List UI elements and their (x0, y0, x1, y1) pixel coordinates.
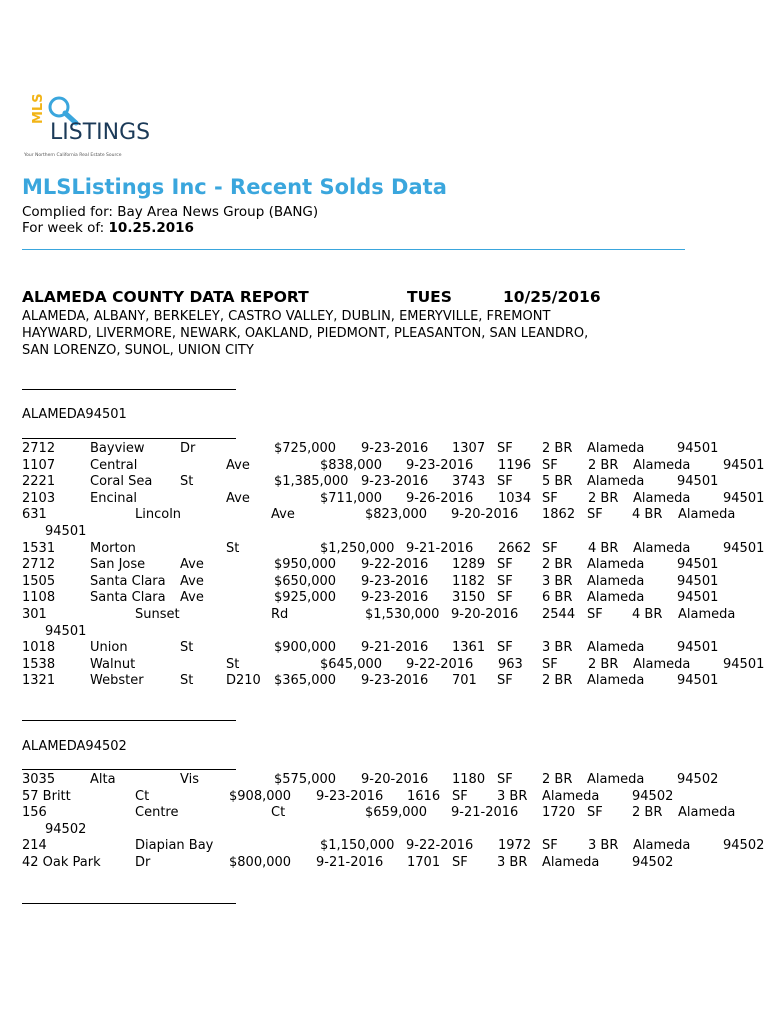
section-rule (22, 903, 236, 904)
cell-suffix: Vis (180, 772, 199, 787)
cell-sf: SF (497, 557, 513, 573)
cell-date: 9-23-2016 (361, 441, 429, 456)
cell-date: 9-23-2016 (361, 573, 429, 589)
cell-num: 301 (22, 606, 47, 622)
cell-num: 1531 (22, 540, 56, 556)
cell-suffix: St (226, 656, 240, 672)
cell-sf: SF (542, 656, 558, 672)
cell-num: 57 Britt (22, 788, 71, 804)
cell-sqft: 1701 (407, 854, 441, 870)
cell-date: 9-21-2016 (361, 640, 429, 656)
cell-sqft: 2544 (542, 606, 576, 622)
cell-br: 6 BR (542, 590, 573, 606)
city-line: SAN LORENZO, SUNOL, UNION CITY (22, 343, 254, 358)
cell-sf: SF (497, 441, 513, 456)
cell-city: Alameda (633, 457, 691, 473)
cell-br: 3 BR (497, 854, 528, 870)
table-row (22, 855, 768, 872)
cell-city: Alameda (587, 573, 645, 589)
cell-num: 42 Oak Park (22, 854, 101, 870)
cell-price: $725,000 (274, 441, 337, 456)
cell-br: 2 BR (632, 805, 663, 821)
section-rule (22, 389, 236, 390)
cell-city: Alameda (587, 474, 645, 490)
cell-num: 631 (22, 507, 47, 523)
cell-suffix: Dr (135, 854, 151, 870)
cell-sf: SF (452, 788, 468, 804)
cell-sqft: 3150 (452, 590, 486, 606)
cell-date: 9-21-2016 (451, 805, 519, 821)
report-title: ALAMEDA COUNTY DATA REPORT (22, 288, 309, 306)
cell-br: 4 BR (632, 507, 663, 523)
cell-zip: 94501 (677, 474, 719, 490)
cell-suffix: Ave (180, 590, 204, 606)
cell-zip: 94501 (677, 441, 719, 456)
cell-city: Alameda (542, 854, 600, 870)
cell-suffix: Ave (226, 457, 250, 473)
cell-date: 9-20-2016 (361, 772, 429, 787)
cell-street: Coral Sea (90, 474, 153, 490)
cell-street: Diapian Bay (135, 838, 214, 854)
cell-br: 2 BR (588, 490, 619, 506)
cell-sqft: 1972 (498, 838, 532, 854)
cell-zip: 94501 (677, 640, 719, 656)
cell-street: Lincoln (135, 507, 182, 523)
cell-city: Alameda (587, 640, 645, 656)
cell-sf: SF (542, 540, 558, 556)
table-row (22, 772, 768, 789)
cell-city: Alameda (587, 441, 645, 456)
cell-zip: 94501 (677, 557, 719, 573)
table-row (22, 507, 768, 540)
table-row (22, 838, 768, 855)
cell-street: Webster (90, 673, 144, 689)
cell-city: Alameda (587, 557, 645, 573)
cell-br: 3 BR (497, 788, 528, 804)
cell-city: Alameda (678, 507, 736, 523)
cell-suffix: Dr (180, 441, 196, 456)
cell-sqft: 2662 (498, 540, 532, 556)
cell-sf: SF (497, 772, 513, 787)
cell-sqft: 1862 (542, 507, 576, 523)
cell-sf: SF (542, 838, 558, 854)
cell-zip: 94501 (677, 590, 719, 606)
cell-date: 9-22-2016 (361, 557, 429, 573)
table-row (22, 491, 768, 508)
section-title: ALAMEDA94502 (22, 739, 127, 754)
cell-price: $1,385,000 (274, 474, 349, 490)
cell-price: $575,000 (274, 772, 337, 787)
cell-zip: 94502 (677, 772, 719, 787)
cell-street: Sunset (135, 606, 180, 622)
section-title: ALAMEDA94501 (22, 407, 127, 422)
cell-date: 9-23-2016 (361, 590, 429, 606)
table-row (22, 673, 768, 690)
cell-suffix: St (180, 673, 194, 689)
cell-br: 5 BR (542, 474, 573, 490)
cell-zip: 94502 (45, 821, 87, 837)
cell-zip: 94501 (677, 573, 719, 589)
cell-br: 2 BR (542, 441, 573, 456)
cell-city: Alameda (587, 772, 645, 787)
cell-num: 2103 (22, 490, 56, 506)
cell-sf: SF (587, 606, 603, 622)
cell-date: 9-23-2016 (361, 474, 429, 490)
week-value: 10.25.2016 (108, 220, 194, 236)
cell-sqft: 1196 (498, 457, 532, 473)
table-row (22, 557, 768, 574)
cell-city: Alameda (587, 590, 645, 606)
cell-num: 1107 (22, 457, 56, 473)
cell-br: 3 BR (588, 838, 619, 854)
report-date: 10/25/2016 (503, 288, 601, 306)
cell-br: 2 BR (588, 656, 619, 672)
cell-suffix: Ct (135, 788, 150, 804)
cell-sf: SF (497, 474, 513, 490)
cell-city: Alameda (633, 656, 691, 672)
cell-price: $711,000 (320, 490, 383, 506)
table-row (22, 474, 768, 491)
logo-listings-text: LISTINGS (50, 120, 151, 145)
cell-zip: 94502 (723, 838, 765, 854)
cell-date: 9-22-2016 (406, 838, 474, 854)
cell-suffix: Ave (180, 573, 204, 589)
cell-city: Alameda (542, 788, 600, 804)
cell-price: $823,000 (365, 507, 428, 523)
cell-sf: SF (497, 640, 513, 656)
cell-sf: SF (542, 457, 558, 473)
table-row (22, 574, 768, 591)
table-row (22, 590, 768, 607)
cell-br: 2 BR (542, 557, 573, 573)
table-row (22, 640, 768, 657)
cell-br: 2 BR (542, 772, 573, 787)
cell-city: Alameda (633, 540, 691, 556)
cell-date: 9-20-2016 (451, 606, 519, 622)
city-line: HAYWARD, LIVERMORE, NEWARK, OAKLAND, PIEDMONT, PLEASANTON, SAN LEANDRO, (22, 326, 589, 341)
cell-street: Santa Clara (90, 590, 166, 606)
cell-num: 2221 (22, 474, 56, 490)
table-row (22, 805, 768, 838)
cell-sf: SF (587, 805, 603, 821)
cell-sqft: 1720 (542, 805, 576, 821)
cell-street: Centre (135, 805, 179, 821)
cell-price: $800,000 (229, 854, 292, 870)
cell-num: 214 (22, 838, 47, 854)
header-divider (22, 249, 685, 250)
cell-sqft: 1034 (498, 490, 532, 506)
cell-street: Bayview (90, 441, 145, 456)
mls-listings-logo (22, 90, 152, 162)
cell-price: $950,000 (274, 557, 337, 573)
sales-list-94501 (22, 441, 768, 690)
sales-list-94502 (22, 772, 768, 872)
cell-zip: 94501 (723, 490, 765, 506)
page-title: MLSListings Inc - Recent Solds Data (22, 175, 447, 199)
cell-city: Alameda (633, 838, 691, 854)
cell-zip: 94501 (45, 623, 87, 639)
cell-num: 1018 (22, 640, 56, 656)
cell-city: Alameda (633, 490, 691, 506)
table-row (22, 657, 768, 674)
cell-sqft: 1616 (407, 788, 441, 804)
report-day: TUES (407, 288, 452, 306)
cell-date: 9-26-2016 (406, 490, 474, 506)
cell-sqft: 1307 (452, 441, 486, 456)
cell-date: 9-23-2016 (406, 457, 474, 473)
cell-suffix: Ct (271, 805, 286, 821)
cell-num: 3035 (22, 772, 56, 787)
cell-sqft: 3743 (452, 474, 486, 490)
cell-price: $650,000 (274, 573, 337, 589)
cell-suffix: Ave (180, 557, 204, 573)
week-label: For week of: (22, 220, 109, 236)
cell-city: Alameda (587, 673, 645, 689)
table-row (22, 789, 768, 806)
cell-num: 2712 (22, 441, 56, 456)
cell-sqft: 701 (452, 673, 477, 689)
cell-sf: SF (497, 673, 513, 689)
cell-price: $645,000 (320, 656, 383, 672)
table-row (22, 541, 768, 558)
cell-br: 3 BR (542, 640, 573, 656)
city-list (22, 308, 588, 359)
cell-price: $838,000 (320, 457, 383, 473)
table-row (22, 607, 768, 640)
cell-num: 2712 (22, 557, 56, 573)
cell-sqft: 1180 (452, 772, 486, 787)
cell-br: 2 BR (588, 457, 619, 473)
cell-price: $1,530,000 (365, 606, 440, 622)
cell-zip: 94501 (723, 656, 765, 672)
cell-num: 156 (22, 805, 47, 821)
cell-street: Santa Clara (90, 573, 166, 589)
cell-unit: D210 (226, 673, 261, 689)
logo-mls-text: MLS (31, 93, 46, 124)
cell-price: $925,000 (274, 590, 337, 606)
cell-street: San Jose (90, 557, 146, 573)
cell-city: Alameda (678, 805, 736, 821)
cell-date: 9-23-2016 (316, 788, 384, 804)
cell-zip: 94502 (632, 788, 674, 804)
cell-street: Union (90, 640, 128, 656)
cell-zip: 94501 (677, 673, 719, 689)
cell-suffix: Ave (226, 490, 250, 506)
cell-num: 1538 (22, 656, 56, 672)
cell-br: 4 BR (632, 606, 663, 622)
compiled-for: Complied for: Bay Area News Group (BANG) (22, 204, 319, 220)
cell-price: $659,000 (365, 805, 428, 821)
cell-num: 1321 (22, 673, 56, 689)
cell-street: Central (90, 457, 138, 473)
cell-zip: 94501 (723, 540, 765, 556)
cell-sf: SF (542, 490, 558, 506)
cell-price: $900,000 (274, 640, 337, 656)
cell-date: 9-21-2016 (406, 540, 474, 556)
cell-suffix: St (180, 640, 194, 656)
cell-date: 9-23-2016 (361, 673, 429, 689)
cell-date: 9-20-2016 (451, 507, 519, 523)
cell-sf: SF (452, 854, 468, 870)
cell-sf: SF (497, 590, 513, 606)
cell-br: 4 BR (588, 540, 619, 556)
cell-sqft: 1182 (452, 573, 486, 589)
cell-num: 1505 (22, 573, 56, 589)
cell-sf: SF (587, 507, 603, 523)
logo-tagline: Your Northern California Real Estate Source (24, 153, 122, 158)
cell-street: Encinal (90, 490, 138, 506)
cell-br: 2 BR (542, 673, 573, 689)
cell-br: 3 BR (542, 573, 573, 589)
cell-price: $908,000 (229, 788, 292, 804)
cell-street: Walnut (90, 656, 136, 672)
cell-sqft: 1361 (452, 640, 486, 656)
city-line: ALAMEDA, ALBANY, BERKELEY, CASTRO VALLEY, DUBLIN, EMERYVILLE, FREMONT (22, 309, 551, 324)
section-rule (22, 438, 236, 439)
cell-street: Morton (90, 540, 136, 556)
table-row (22, 458, 768, 475)
cell-price: $1,150,000 (320, 838, 395, 854)
cell-sf: SF (497, 573, 513, 589)
cell-zip: 94501 (723, 457, 765, 473)
cell-suffix: Rd (271, 606, 289, 622)
cell-sqft: 963 (498, 656, 523, 672)
section-rule (22, 720, 236, 721)
cell-suffix: Ave (271, 507, 295, 523)
cell-sqft: 1289 (452, 557, 486, 573)
cell-zip: 94501 (45, 523, 87, 539)
cell-suffix: St (226, 540, 240, 556)
cell-suffix: St (180, 474, 194, 490)
week-line (22, 220, 194, 236)
cell-street: Alta (90, 772, 116, 787)
cell-zip: 94502 (632, 854, 674, 870)
cell-date: 9-21-2016 (316, 854, 384, 870)
section-rule (22, 769, 236, 770)
cell-city: Alameda (678, 606, 736, 622)
cell-date: 9-22-2016 (406, 656, 474, 672)
cell-num: 1108 (22, 590, 56, 606)
cell-price: $365,000 (274, 673, 337, 689)
table-row (22, 441, 768, 458)
cell-price: $1,250,000 (320, 540, 395, 556)
